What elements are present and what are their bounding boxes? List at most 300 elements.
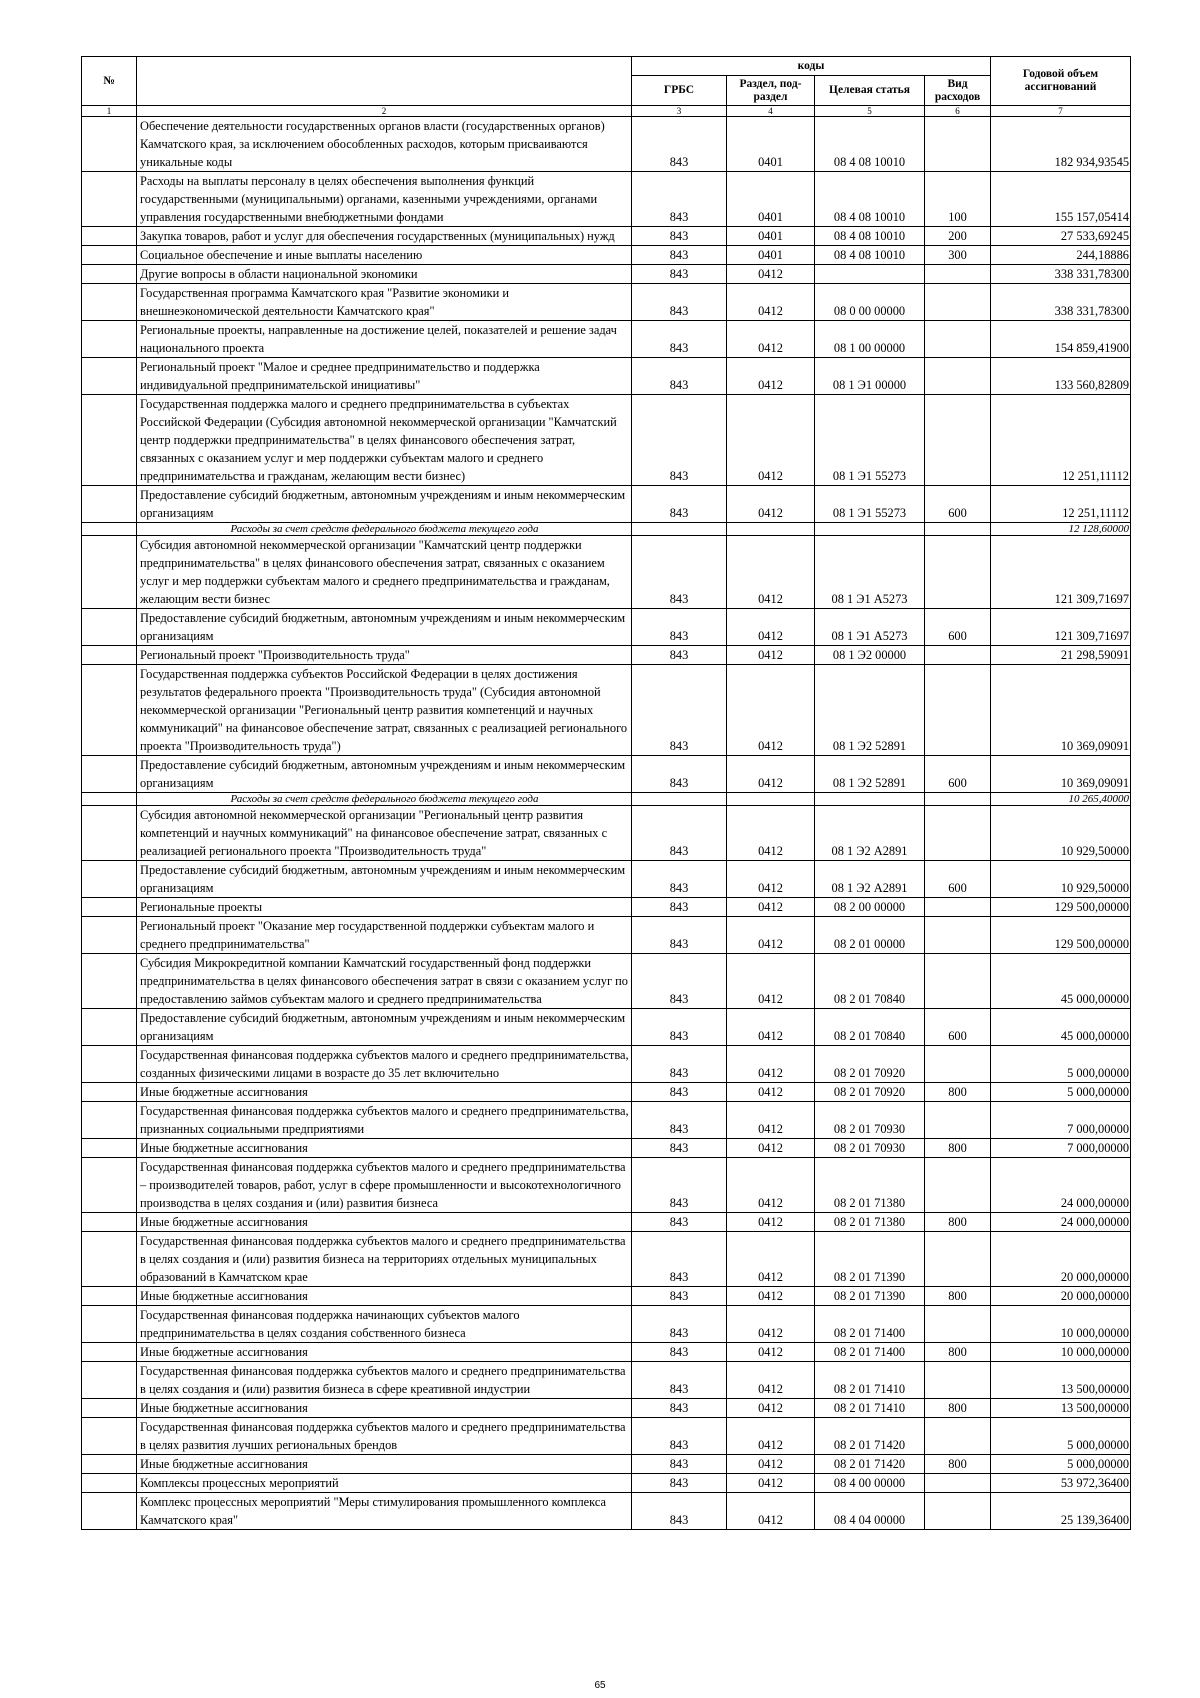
cell-grbs: 843 bbox=[632, 756, 727, 793]
cell-grbs: 843 bbox=[632, 1009, 727, 1046]
cell-grbs: 843 bbox=[632, 861, 727, 898]
cell-razdel: 0412 bbox=[727, 665, 815, 756]
cell-vid bbox=[925, 646, 991, 665]
cell-name: Социальное обеспечение и иные выплаты населению bbox=[137, 246, 632, 265]
cell-celevaya: 08 4 08 10010 bbox=[815, 172, 925, 227]
cell-razdel: 0412 bbox=[727, 284, 815, 321]
cell-razdel: 0412 bbox=[727, 1232, 815, 1287]
cell-num bbox=[82, 486, 137, 523]
header-vid: Вид расходов bbox=[925, 76, 991, 106]
cell-grbs: 843 bbox=[632, 486, 727, 523]
cell-razdel: 0412 bbox=[727, 1343, 815, 1362]
cell-num bbox=[82, 1083, 137, 1102]
cell-sum: 45 000,00000 bbox=[991, 1009, 1131, 1046]
cell-vid bbox=[925, 806, 991, 861]
table-row bbox=[82, 1418, 1131, 1455]
header-index: 3 bbox=[632, 106, 727, 117]
cell-num bbox=[82, 117, 137, 172]
cell-vid bbox=[925, 523, 991, 536]
cell-name: Иные бюджетные ассигнования bbox=[137, 1213, 632, 1232]
cell-vid: 800 bbox=[925, 1139, 991, 1158]
cell-num bbox=[82, 1102, 137, 1139]
cell-celevaya bbox=[815, 523, 925, 536]
cell-vid bbox=[925, 265, 991, 284]
cell-name: Предоставление субсидий бюджетным, автономным учреждениям и иным некоммерческим организациям bbox=[137, 609, 632, 646]
cell-num bbox=[82, 246, 137, 265]
cell-sum: 5 000,00000 bbox=[991, 1418, 1131, 1455]
cell-celevaya: 08 2 01 70920 bbox=[815, 1046, 925, 1083]
table-row bbox=[82, 265, 1131, 284]
cell-name: Расходы за счет средств федерального бюджета текущего года bbox=[137, 793, 632, 806]
cell-name: Предоставление субсидий бюджетным, автономным учреждениям и иным некоммерческим организациям bbox=[137, 486, 632, 523]
cell-vid: 800 bbox=[925, 1343, 991, 1362]
cell-grbs bbox=[632, 793, 727, 806]
cell-razdel: 0412 bbox=[727, 1474, 815, 1493]
cell-sum: 7 000,00000 bbox=[991, 1139, 1131, 1158]
cell-grbs: 843 bbox=[632, 917, 727, 954]
cell-grbs: 843 bbox=[632, 954, 727, 1009]
cell-celevaya: 08 2 01 70840 bbox=[815, 1009, 925, 1046]
cell-grbs: 843 bbox=[632, 1493, 727, 1530]
cell-razdel: 0412 bbox=[727, 917, 815, 954]
cell-grbs: 843 bbox=[632, 806, 727, 861]
cell-name: Государственная финансовая поддержка субъектов малого и среднего предпринимательства, признанных социальными предприятиями bbox=[137, 1102, 632, 1139]
cell-sum: 10 000,00000 bbox=[991, 1343, 1131, 1362]
cell-vid: 800 bbox=[925, 1287, 991, 1306]
cell-sum: 121 309,71697 bbox=[991, 609, 1131, 646]
cell-name: Иные бюджетные ассигнования bbox=[137, 1343, 632, 1362]
cell-num bbox=[82, 265, 137, 284]
table-row bbox=[82, 646, 1131, 665]
cell-celevaya bbox=[815, 265, 925, 284]
header-index: 6 bbox=[925, 106, 991, 117]
cell-celevaya: 08 4 04 00000 bbox=[815, 1493, 925, 1530]
cell-name: Иные бюджетные ассигнования bbox=[137, 1139, 632, 1158]
cell-vid bbox=[925, 1158, 991, 1213]
cell-num bbox=[82, 665, 137, 756]
cell-num bbox=[82, 395, 137, 486]
cell-num bbox=[82, 1232, 137, 1287]
table-row bbox=[82, 1474, 1131, 1493]
cell-sum: 53 972,36400 bbox=[991, 1474, 1131, 1493]
header-index-row bbox=[82, 106, 1131, 117]
cell-num bbox=[82, 1158, 137, 1213]
cell-name: Комплексы процессных мероприятий bbox=[137, 1474, 632, 1493]
cell-vid: 600 bbox=[925, 861, 991, 898]
cell-sum: 10 929,50000 bbox=[991, 806, 1131, 861]
table-row bbox=[82, 1046, 1131, 1083]
federal-budget-row bbox=[82, 523, 1131, 536]
cell-num bbox=[82, 172, 137, 227]
cell-celevaya: 08 1 Э2 52891 bbox=[815, 756, 925, 793]
cell-sum: 133 560,82809 bbox=[991, 358, 1131, 395]
table-row bbox=[82, 172, 1131, 227]
cell-grbs: 843 bbox=[632, 1399, 727, 1418]
cell-vid bbox=[925, 1493, 991, 1530]
cell-name: Государственная программа Камчатского края "Развитие экономики и внешнеэкономической деятельности Камчатского края" bbox=[137, 284, 632, 321]
cell-razdel: 0412 bbox=[727, 756, 815, 793]
cell-name: Государственная поддержка малого и среднего предпринимательства в субъектах Российской Федерации (Субсидия автономной некоммерческой организации "Камчатский центр поддержки предпринимательства" в целях финансового обеспечения затрат, связанных с оказанием услуг и мер поддержки субъектам малого и среднего предпринимательства и гражданам, желающим вести бизнес) bbox=[137, 395, 632, 486]
cell-celevaya: 08 4 08 10010 bbox=[815, 117, 925, 172]
table-row bbox=[82, 806, 1131, 861]
table-row bbox=[82, 486, 1131, 523]
cell-vid bbox=[925, 898, 991, 917]
cell-sum: 129 500,00000 bbox=[991, 917, 1131, 954]
cell-name: Региональный проект "Производительность труда" bbox=[137, 646, 632, 665]
cell-celevaya: 08 2 00 00000 bbox=[815, 898, 925, 917]
cell-celevaya: 08 2 01 00000 bbox=[815, 917, 925, 954]
cell-vid bbox=[925, 1418, 991, 1455]
cell-num bbox=[82, 1046, 137, 1083]
cell-celevaya: 08 1 Э1 А5273 bbox=[815, 609, 925, 646]
cell-vid: 600 bbox=[925, 756, 991, 793]
table-row bbox=[82, 1455, 1131, 1474]
cell-sum: 10 369,09091 bbox=[991, 665, 1131, 756]
cell-num bbox=[82, 1343, 137, 1362]
cell-celevaya: 08 2 01 70930 bbox=[815, 1139, 925, 1158]
cell-vid bbox=[925, 1474, 991, 1493]
cell-razdel: 0412 bbox=[727, 536, 815, 609]
table-row bbox=[82, 358, 1131, 395]
table-row bbox=[82, 1102, 1131, 1139]
header-index: 7 bbox=[991, 106, 1131, 117]
cell-celevaya: 08 4 00 00000 bbox=[815, 1474, 925, 1493]
cell-vid bbox=[925, 1306, 991, 1343]
cell-grbs: 843 bbox=[632, 321, 727, 358]
cell-name: Государственная финансовая поддержка субъектов малого и среднего предпринимательства в целях развития лучших региональных брендов bbox=[137, 1418, 632, 1455]
cell-num bbox=[82, 1399, 137, 1418]
cell-name: Государственная финансовая поддержка начинающих субъектов малого предпринимательства в целях создания собственного бизнеса bbox=[137, 1306, 632, 1343]
cell-celevaya: 08 4 08 10010 bbox=[815, 227, 925, 246]
table-row bbox=[82, 536, 1131, 609]
federal-budget-row bbox=[82, 793, 1131, 806]
cell-grbs: 843 bbox=[632, 1232, 727, 1287]
cell-celevaya: 08 2 01 70840 bbox=[815, 954, 925, 1009]
cell-name: Предоставление субсидий бюджетным, автономным учреждениям и иным некоммерческим организациям bbox=[137, 1009, 632, 1046]
cell-vid: 600 bbox=[925, 1009, 991, 1046]
cell-sum: 20 000,00000 bbox=[991, 1287, 1131, 1306]
cell-celevaya: 08 2 01 71400 bbox=[815, 1343, 925, 1362]
cell-razdel: 0412 bbox=[727, 1139, 815, 1158]
cell-sum: 5 000,00000 bbox=[991, 1046, 1131, 1083]
cell-celevaya: 08 1 Э1 00000 bbox=[815, 358, 925, 395]
table-row bbox=[82, 227, 1131, 246]
cell-name: Региональные проекты, направленные на достижение целей, показателей и решение задач национального проекта bbox=[137, 321, 632, 358]
cell-name: Субсидия автономной некоммерческой организации "Региональный центр развития компетенций и научных коммуникаций" на финансовое обеспечение затрат, связанных с реализацией регионального проекта "Производительность труда" bbox=[137, 806, 632, 861]
cell-razdel: 0401 bbox=[727, 172, 815, 227]
cell-name: Государственная финансовая поддержка субъектов малого и среднего предпринимательства в целях создания и (или) развития бизнеса в сфере креативной индустрии bbox=[137, 1362, 632, 1399]
cell-num bbox=[82, 358, 137, 395]
cell-name: Закупка товаров, работ и услуг для обеспечения государственных (муниципальных) нужд bbox=[137, 227, 632, 246]
cell-name: Иные бюджетные ассигнования bbox=[137, 1399, 632, 1418]
cell-grbs: 843 bbox=[632, 898, 727, 917]
cell-num bbox=[82, 1362, 137, 1399]
cell-sum: 13 500,00000 bbox=[991, 1399, 1131, 1418]
cell-razdel: 0401 bbox=[727, 227, 815, 246]
table-row bbox=[82, 1083, 1131, 1102]
cell-sum: 25 139,36400 bbox=[991, 1493, 1131, 1530]
cell-name: Государственная финансовая поддержка субъектов малого и среднего предпринимательства – производителей товаров, работ, услуг в сфере промышленности и высокотехнологичного производства в целях создания и (или) развития бизнеса bbox=[137, 1158, 632, 1213]
cell-sum: 244,18886 bbox=[991, 246, 1131, 265]
table-row bbox=[82, 1343, 1131, 1362]
cell-sum: 10 929,50000 bbox=[991, 861, 1131, 898]
cell-razdel: 0412 bbox=[727, 954, 815, 1009]
cell-celevaya: 08 2 01 71390 bbox=[815, 1232, 925, 1287]
cell-num bbox=[82, 1474, 137, 1493]
table-row bbox=[82, 954, 1131, 1009]
cell-vid: 600 bbox=[925, 486, 991, 523]
header-codes: коды bbox=[632, 57, 991, 76]
table-row bbox=[82, 1009, 1131, 1046]
budget-table-sheet bbox=[81, 56, 1130, 1530]
cell-sum: 338 331,78300 bbox=[991, 284, 1131, 321]
cell-celevaya: 08 2 01 71390 bbox=[815, 1287, 925, 1306]
cell-grbs: 843 bbox=[632, 1343, 727, 1362]
cell-razdel: 0412 bbox=[727, 1083, 815, 1102]
cell-grbs: 843 bbox=[632, 1158, 727, 1213]
table-row bbox=[82, 1232, 1131, 1287]
cell-celevaya: 08 1 Э2 А2891 bbox=[815, 861, 925, 898]
cell-vid bbox=[925, 358, 991, 395]
cell-grbs: 843 bbox=[632, 265, 727, 284]
cell-celevaya: 08 2 01 71380 bbox=[815, 1213, 925, 1232]
cell-razdel bbox=[727, 523, 815, 536]
cell-num bbox=[82, 1213, 137, 1232]
cell-name: Иные бюджетные ассигнования bbox=[137, 1287, 632, 1306]
cell-razdel: 0401 bbox=[727, 117, 815, 172]
cell-vid bbox=[925, 536, 991, 609]
cell-grbs bbox=[632, 523, 727, 536]
table-row bbox=[82, 917, 1131, 954]
table-body bbox=[82, 117, 1131, 1530]
cell-name: Государственная финансовая поддержка субъектов малого и среднего предпринимательства, созданных физическими лицами в возрасте до 35 лет включительно bbox=[137, 1046, 632, 1083]
table-row bbox=[82, 284, 1131, 321]
cell-vid: 800 bbox=[925, 1213, 991, 1232]
cell-razdel: 0412 bbox=[727, 1455, 815, 1474]
header-volume: Годовой объем ассигнований bbox=[991, 57, 1131, 106]
cell-grbs: 843 bbox=[632, 536, 727, 609]
cell-sum: 21 298,59091 bbox=[991, 646, 1131, 665]
cell-razdel: 0412 bbox=[727, 1009, 815, 1046]
table-header bbox=[82, 57, 1131, 117]
cell-celevaya: 08 1 Э2 00000 bbox=[815, 646, 925, 665]
cell-name: Субсидия автономной некоммерческой организации "Камчатский центр поддержки предпринимательства" в целях финансового обеспечения затрат, связанных с оказанием услуг и мер поддержки субъектам малого и среднего предпринимательства и гражданам, желающим вести бизнес bbox=[137, 536, 632, 609]
cell-grbs: 843 bbox=[632, 1474, 727, 1493]
cell-num bbox=[82, 1418, 137, 1455]
cell-celevaya: 08 2 01 70920 bbox=[815, 1083, 925, 1102]
table-row bbox=[82, 1158, 1131, 1213]
cell-vid bbox=[925, 1362, 991, 1399]
cell-sum: 12 251,11112 bbox=[991, 486, 1131, 523]
cell-sum: 24 000,00000 bbox=[991, 1158, 1131, 1213]
cell-grbs: 843 bbox=[632, 1102, 727, 1139]
cell-razdel: 0412 bbox=[727, 1102, 815, 1139]
cell-celevaya bbox=[815, 793, 925, 806]
cell-razdel: 0412 bbox=[727, 486, 815, 523]
cell-razdel: 0412 bbox=[727, 1399, 815, 1418]
cell-sum: 27 533,69245 bbox=[991, 227, 1131, 246]
cell-num bbox=[82, 861, 137, 898]
cell-sum: 7 000,00000 bbox=[991, 1102, 1131, 1139]
header-index: 1 bbox=[82, 106, 137, 117]
cell-num bbox=[82, 1139, 137, 1158]
table-row bbox=[82, 1399, 1131, 1418]
cell-num bbox=[82, 1287, 137, 1306]
cell-num bbox=[82, 1493, 137, 1530]
cell-grbs: 843 bbox=[632, 1046, 727, 1083]
cell-vid: 800 bbox=[925, 1083, 991, 1102]
cell-vid bbox=[925, 954, 991, 1009]
cell-name: Предоставление субсидий бюджетным, автономным учреждениям и иным некоммерческим организациям bbox=[137, 756, 632, 793]
cell-vid: 600 bbox=[925, 609, 991, 646]
cell-grbs: 843 bbox=[632, 1306, 727, 1343]
table-row bbox=[82, 1362, 1131, 1399]
cell-razdel: 0412 bbox=[727, 321, 815, 358]
cell-celevaya: 08 2 01 71410 bbox=[815, 1362, 925, 1399]
cell-name: Обеспечение деятельности государственных органов власти (государственных органов) Камчатского края, за исключением обособленных расходов, которым присваиваются уникальные коды bbox=[137, 117, 632, 172]
cell-celevaya: 08 2 01 71420 bbox=[815, 1418, 925, 1455]
cell-celevaya: 08 1 Э1 55273 bbox=[815, 486, 925, 523]
cell-num bbox=[82, 523, 137, 536]
header-grbs: ГРБС bbox=[632, 76, 727, 106]
cell-name: Предоставление субсидий бюджетным, автономным учреждениям и иным некоммерческим организациям bbox=[137, 861, 632, 898]
cell-name: Региональные проекты bbox=[137, 898, 632, 917]
cell-grbs: 843 bbox=[632, 1139, 727, 1158]
cell-vid: 800 bbox=[925, 1399, 991, 1418]
cell-sum: 121 309,71697 bbox=[991, 536, 1131, 609]
cell-vid bbox=[925, 1102, 991, 1139]
cell-num bbox=[82, 536, 137, 609]
cell-name: Региональный проект "Малое и среднее предпринимательство и поддержка индивидуальной предпринимательской инициативы" bbox=[137, 358, 632, 395]
header-index: 4 bbox=[727, 106, 815, 117]
cell-name: Расходы на выплаты персоналу в целях обеспечения выполнения функций государственными (муниципальными) органами, казенными учреждениями, органами управления государственными внебюджетными фондами bbox=[137, 172, 632, 227]
cell-razdel: 0412 bbox=[727, 646, 815, 665]
cell-vid bbox=[925, 395, 991, 486]
cell-grbs: 843 bbox=[632, 246, 727, 265]
cell-grbs: 843 bbox=[632, 1455, 727, 1474]
cell-sum: 5 000,00000 bbox=[991, 1455, 1131, 1474]
cell-vid bbox=[925, 321, 991, 358]
cell-grbs: 843 bbox=[632, 665, 727, 756]
cell-razdel: 0412 bbox=[727, 1213, 815, 1232]
cell-vid: 100 bbox=[925, 172, 991, 227]
cell-sum: 10 369,09091 bbox=[991, 756, 1131, 793]
cell-name: Субсидия Микрокредитной компании Камчатский государственный фонд поддержки предпринимательства в целях финансового обеспечения затрат в связи с оказанием услуг по предоставлению займов субъектам малого и среднего предпринимательства bbox=[137, 954, 632, 1009]
cell-vid: 200 bbox=[925, 227, 991, 246]
cell-celevaya: 08 1 Э1 А5273 bbox=[815, 536, 925, 609]
cell-name: Расходы за счет средств федерального бюджета текущего года bbox=[137, 523, 632, 536]
cell-razdel: 0412 bbox=[727, 395, 815, 486]
cell-razdel bbox=[727, 793, 815, 806]
cell-grbs: 843 bbox=[632, 358, 727, 395]
table-row bbox=[82, 1493, 1131, 1530]
cell-sum: 24 000,00000 bbox=[991, 1213, 1131, 1232]
cell-num bbox=[82, 609, 137, 646]
cell-razdel: 0412 bbox=[727, 1287, 815, 1306]
cell-celevaya: 08 2 01 71420 bbox=[815, 1455, 925, 1474]
table-row bbox=[82, 321, 1131, 358]
cell-sum: 10 000,00000 bbox=[991, 1306, 1131, 1343]
table-row bbox=[82, 246, 1131, 265]
cell-num bbox=[82, 1306, 137, 1343]
cell-sum: 12 251,11112 bbox=[991, 395, 1131, 486]
cell-sum: 182 934,93545 bbox=[991, 117, 1131, 172]
cell-grbs: 843 bbox=[632, 1362, 727, 1399]
page-number: 65 bbox=[594, 1680, 606, 1691]
cell-num bbox=[82, 756, 137, 793]
cell-grbs: 843 bbox=[632, 172, 727, 227]
cell-num bbox=[82, 954, 137, 1009]
header-index: 5 bbox=[815, 106, 925, 117]
cell-celevaya: 08 4 08 10010 bbox=[815, 246, 925, 265]
cell-vid bbox=[925, 1046, 991, 1083]
cell-sum: 45 000,00000 bbox=[991, 954, 1131, 1009]
cell-grbs: 843 bbox=[632, 646, 727, 665]
cell-celevaya: 08 1 Э1 55273 bbox=[815, 395, 925, 486]
cell-name: Комплекс процессных мероприятий "Меры стимулирования промышленного комплекса Камчатского края" bbox=[137, 1493, 632, 1530]
cell-num bbox=[82, 321, 137, 358]
table-row bbox=[82, 609, 1131, 646]
cell-num bbox=[82, 806, 137, 861]
table-row bbox=[82, 861, 1131, 898]
budget-allocation-table bbox=[81, 56, 1131, 1530]
cell-sum: 154 859,41900 bbox=[991, 321, 1131, 358]
cell-vid bbox=[925, 917, 991, 954]
cell-num bbox=[82, 917, 137, 954]
cell-num bbox=[82, 1009, 137, 1046]
cell-celevaya: 08 1 00 00000 bbox=[815, 321, 925, 358]
cell-razdel: 0412 bbox=[727, 861, 815, 898]
cell-name: Региональный проект "Оказание мер государственной поддержки субъектам малого и среднего предпринимательства" bbox=[137, 917, 632, 954]
header-index: 2 bbox=[137, 106, 632, 117]
table-row bbox=[82, 395, 1131, 486]
cell-celevaya: 08 1 Э2 52891 bbox=[815, 665, 925, 756]
cell-name: Государственная финансовая поддержка субъектов малого и среднего предпринимательства в целях создания и (или) развития бизнеса на территориях отдельных муниципальных образований в Камчатском крае bbox=[137, 1232, 632, 1287]
cell-name: Государственная поддержка субъектов Российской Федерации в целях достижения результатов федерального проекта "Производительность труда" (Субсидия автономной некоммерческой организации "Региональный центр развития компетенций и научных коммуникаций" на финансовое обеспечение затрат, связанных с реализацией регионального проекта "Производительность труда") bbox=[137, 665, 632, 756]
cell-vid bbox=[925, 284, 991, 321]
table-row bbox=[82, 898, 1131, 917]
cell-grbs: 843 bbox=[632, 117, 727, 172]
table-row bbox=[82, 756, 1131, 793]
cell-grbs: 843 bbox=[632, 1287, 727, 1306]
cell-celevaya: 08 0 00 00000 bbox=[815, 284, 925, 321]
table-row bbox=[82, 1287, 1131, 1306]
cell-sum: 129 500,00000 bbox=[991, 898, 1131, 917]
cell-sum: 12 128,60000 bbox=[991, 523, 1131, 536]
cell-celevaya: 08 2 01 71380 bbox=[815, 1158, 925, 1213]
cell-vid: 800 bbox=[925, 1455, 991, 1474]
cell-celevaya: 08 2 01 71400 bbox=[815, 1306, 925, 1343]
cell-celevaya: 08 2 01 70930 bbox=[815, 1102, 925, 1139]
cell-sum: 20 000,00000 bbox=[991, 1232, 1131, 1287]
header-razdel: Раздел, под-раздел bbox=[727, 76, 815, 106]
cell-num bbox=[82, 646, 137, 665]
cell-vid bbox=[925, 117, 991, 172]
cell-num bbox=[82, 1455, 137, 1474]
table-row bbox=[82, 1213, 1131, 1232]
cell-celevaya: 08 2 01 71410 bbox=[815, 1399, 925, 1418]
cell-grbs: 843 bbox=[632, 1083, 727, 1102]
cell-razdel: 0412 bbox=[727, 1418, 815, 1455]
cell-razdel: 0412 bbox=[727, 898, 815, 917]
cell-grbs: 843 bbox=[632, 284, 727, 321]
cell-name: Другие вопросы в области национальной экономики bbox=[137, 265, 632, 284]
cell-vid bbox=[925, 665, 991, 756]
cell-razdel: 0412 bbox=[727, 1306, 815, 1343]
table-row bbox=[82, 1306, 1131, 1343]
cell-vid bbox=[925, 793, 991, 806]
table-row bbox=[82, 1139, 1131, 1158]
